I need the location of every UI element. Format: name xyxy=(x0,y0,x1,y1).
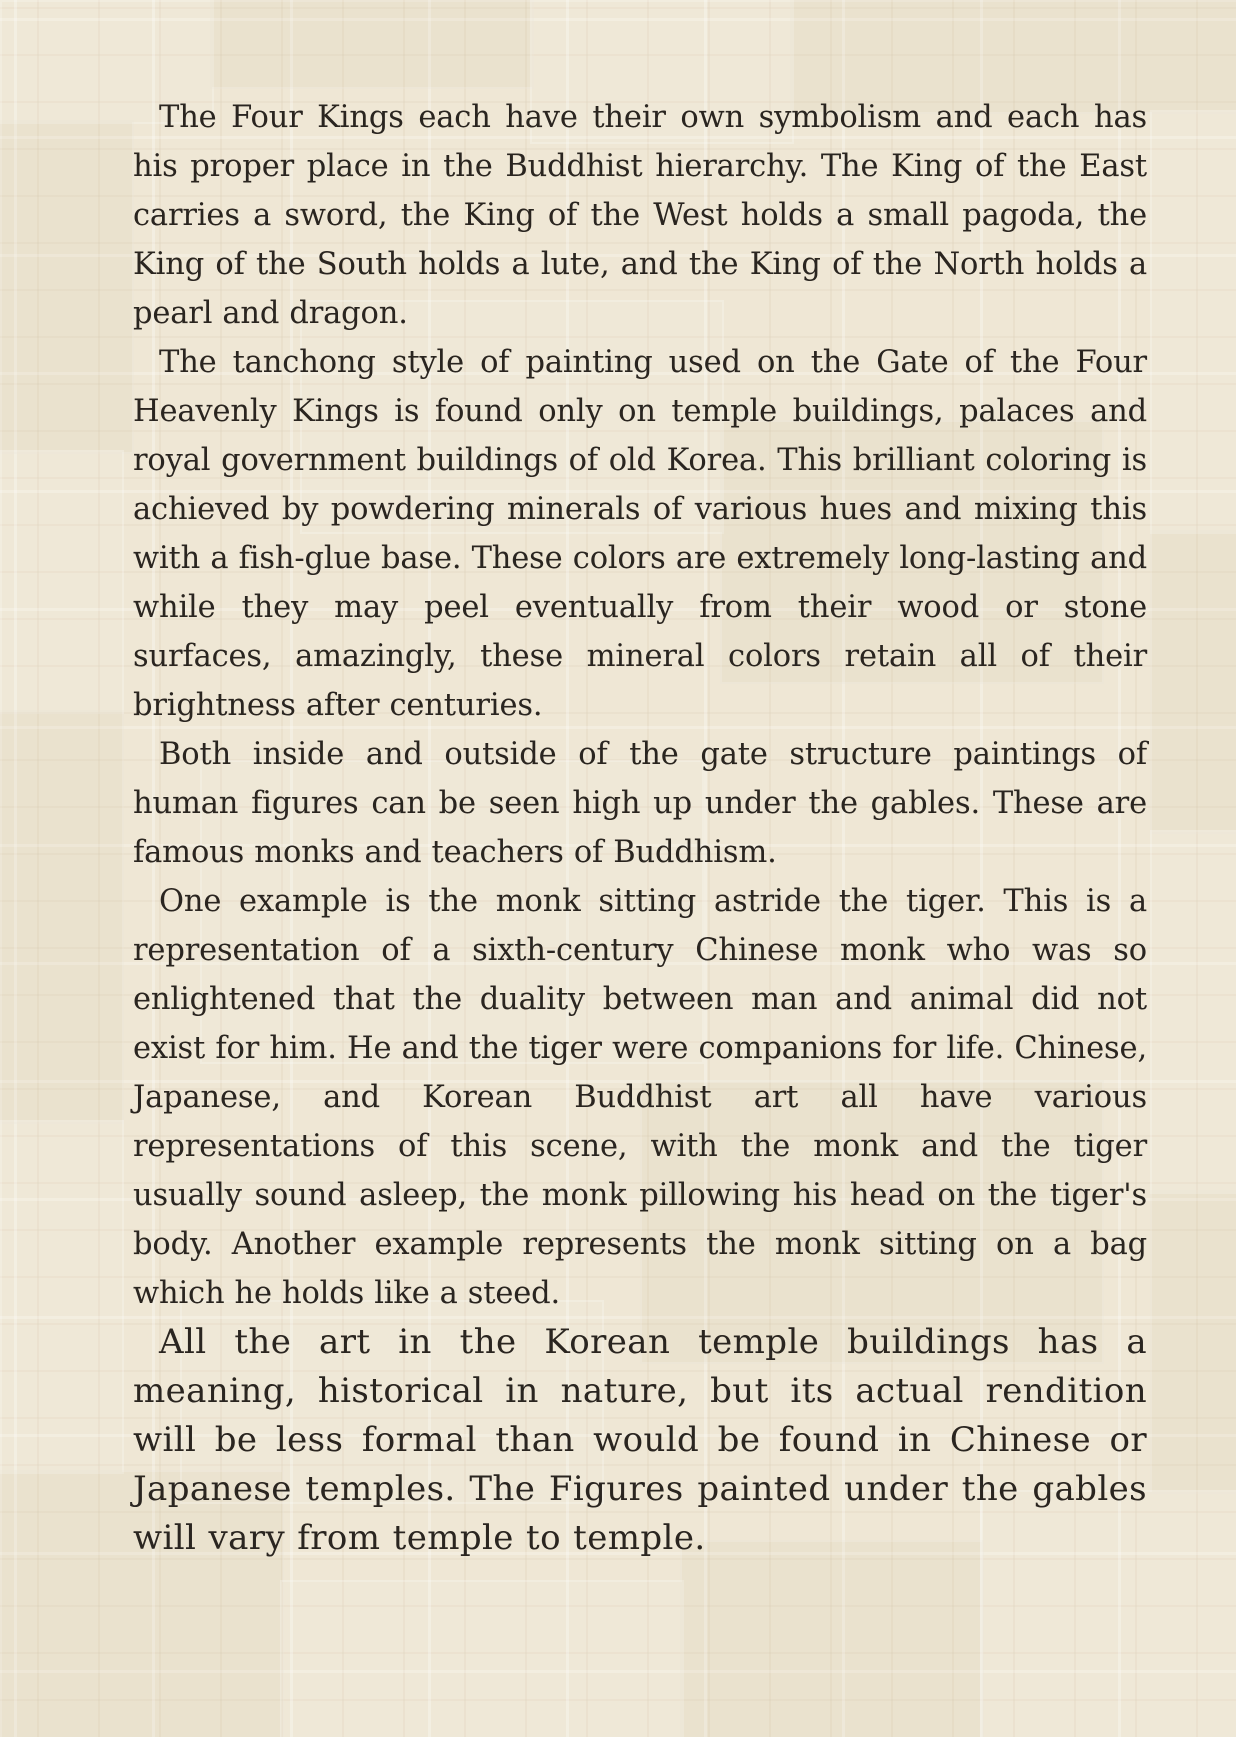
paragraph-gable-figures: Both inside and outside of the gate structure paintings of human figures can be seen high up under the gables. These are famous monks and teachers of Buddhism. xyxy=(133,737,1147,870)
background-tile xyxy=(0,120,134,454)
paragraph-temple-art: All the art in the Korean temple buildings has a meaning, historical in nature, but its actual rendition will be less formal than would be found in Chinese or Japanese temples. The Figures painted under the gables will vary from temple to temple. xyxy=(133,1322,1147,1558)
paragraph-four-kings: The Four Kings each have their own symbolism and each has his proper place in the Buddhist hierarchy. The King of the East carries a sword, the King of the West holds a small pagoda, the King of the South holds a lute, and the King of the North holds a pearl and dragon. xyxy=(133,100,1147,331)
background-tile xyxy=(1150,530,1236,834)
background-tile xyxy=(1150,1190,1236,1494)
background-tile xyxy=(1150,110,1236,534)
paragraph-monk-tiger: One example is the monk sitting astride the tiger. This is a representation of a sixth-century Chinese monk who was so enlightened that the duality between man and animal did not exist for him. He and the tiger were companions for life. Chinese, Japanese, and Korean Buddhist art all have various representations of this scene, with the monk and the tiger usually sound asleep, the monk pillowing his head on the tiger's body. Another example represents the monk sitting on a bag which he holds like a steed. xyxy=(133,884,1147,1311)
background-tile xyxy=(680,1540,984,1737)
background-tile xyxy=(0,1120,124,1474)
background-tile xyxy=(1150,830,1236,1194)
background-tile xyxy=(280,1580,684,1737)
background-tile xyxy=(0,710,124,1124)
background-tile xyxy=(210,0,534,89)
background-tile xyxy=(0,450,124,714)
paragraph-tanchong: The tanchong style of painting used on the Gate of the Four Heavenly Kings is found only on temple buildings, palaces and royal government buildings of old Korea. This brilliant coloring is achieved by powdering minerals of various hues and mixing this with a fish-glue base. These colors are extremely long-lasting and while they may peel eventually from their wood or stone surfaces, amazingly, these mineral colors retain all of their brightness after centuries. xyxy=(133,345,1147,723)
body-text xyxy=(133,93,1147,1563)
